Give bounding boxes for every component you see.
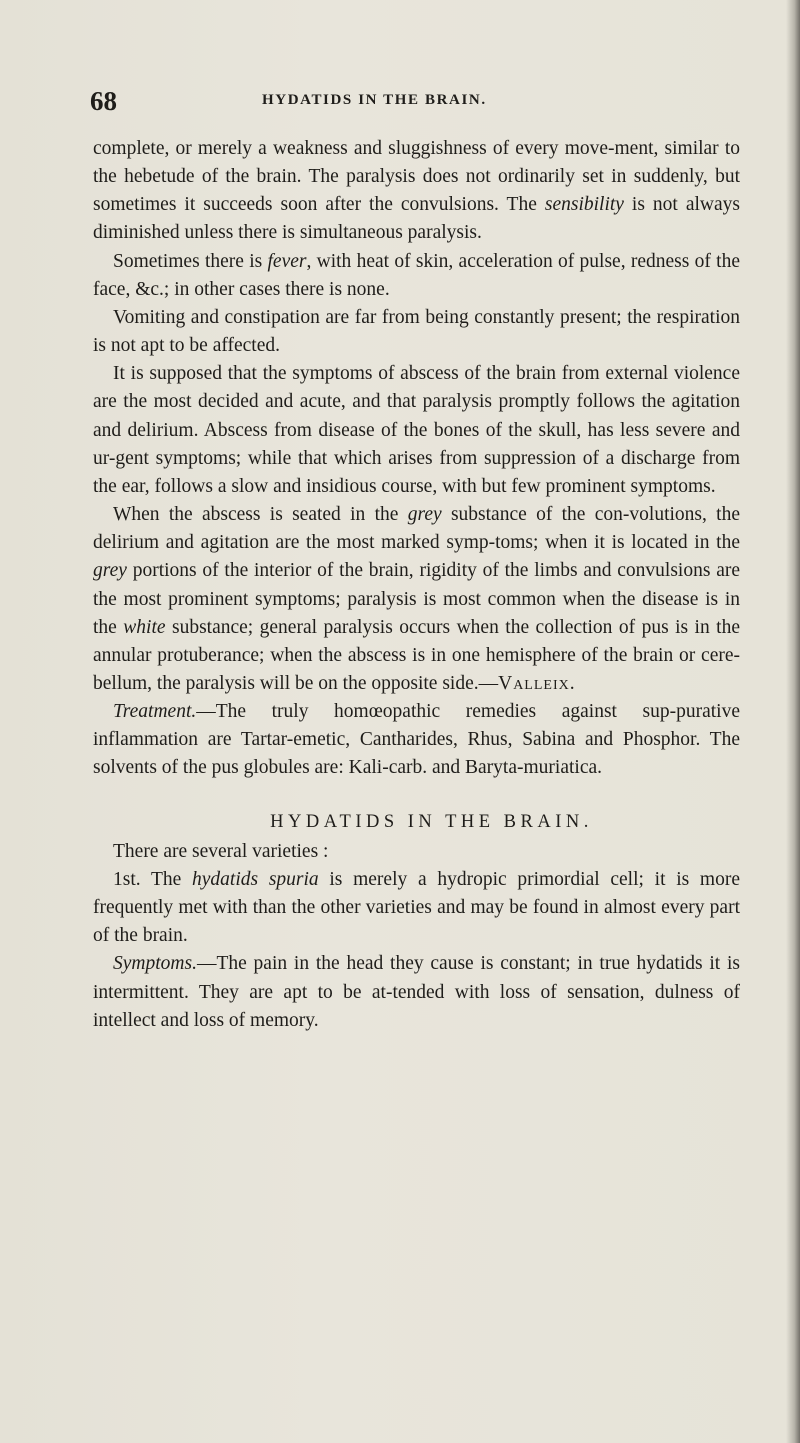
- paragraph: [93, 501, 740, 698]
- italic-term: white: [123, 616, 166, 638]
- italic-term: hydatids spuria: [192, 868, 319, 890]
- paragraph: [93, 866, 740, 950]
- section-title: HYDATIDS IN THE BRAIN.: [270, 811, 593, 832]
- paragraph: Vomiting and constipation are far from being constantly present; the respiration is not apt to be affected.: [93, 306, 740, 357]
- text-run: portions of the interior of the brain, rigidity of the limbs and convulsions are the most prominent symptoms; paralysis is most common when the disease is in the: [93, 560, 740, 638]
- paragraph: [93, 248, 740, 304]
- text-run: —The pain in the head they cause is constant; in true hydatids it is intermittent. They are apt to be at-tended with loss of sensation, dulness of intellect and loss of memory.: [93, 953, 740, 1031]
- text-run: is not always diminished unless there is simultaneous paralysis.: [93, 194, 740, 244]
- text-run: 1st. The: [113, 868, 193, 890]
- text-run: complete, or merely a weakness and sluggishness of every move-ment, similar to the hebetude of the brain. The paralysis does not ordinarily set in suddenly, but sometimes it succeeds soon after the convulsions. The: [93, 138, 740, 216]
- italic-term: grey: [93, 560, 127, 582]
- text-run: Sometimes there is: [113, 250, 268, 272]
- body-text: [93, 135, 740, 1035]
- paragraph: [93, 698, 740, 782]
- text-run: is merely a hydropic primordial cell; it is more frequently met with than the other varieties and may be found in almost every part of the brain.: [93, 868, 740, 947]
- italic-heading: Treatment.: [113, 701, 197, 723]
- page-edge-shadow: [786, 0, 800, 1443]
- italic-term: fever: [267, 250, 307, 272]
- italic-term: sensibility: [544, 194, 624, 216]
- paragraph: [93, 135, 740, 248]
- page-header: [90, 86, 730, 126]
- text-run: substance; general paralysis occurs when the collection of pus is in the annular protuberance; when the abscess is in one hemisphere of the brain or cere-bellum, the paralysis will be on the opposite side.—: [93, 616, 740, 694]
- running-head: HYDATIDS IN THE BRAIN.: [262, 92, 487, 108]
- text-run: When the abscess is seated in the: [113, 504, 408, 526]
- italic-term: grey: [407, 504, 442, 526]
- page-number: 68: [90, 86, 117, 116]
- text-run: , with heat of skin, acceleration of pulse, redness of the face, &c.; in other cases there is none.: [93, 250, 740, 300]
- text-run: substance of the con-volutions, the delirium and agitation are the most marked symp-toms; when it is located in the: [93, 504, 740, 554]
- author-citation: Valleix.: [498, 672, 576, 694]
- paragraph: There are several varieties :: [113, 840, 329, 862]
- paragraph: It is supposed that the symptoms of abscess of the brain from external violence are the most decided and acute, and that paralysis promptly follows the agitation and delirium. Abscess from disease of the bones of the skull, has less severe and ur-gent symptoms; while that which arises from suppression of a discharge from the ear, follows a slow and insidious course, with but few prominent symptoms.: [93, 363, 740, 497]
- paragraph: [93, 950, 740, 1034]
- italic-heading: Symptoms.: [113, 953, 197, 975]
- text-run: —The truly homœopathic remedies against sup-purative inflammation are Tartar-emetic, Cantharides, Rhus, Sabina and Phosphor. The solvents of the pus globules are: Kali-carb. and Baryta-muriatica.: [93, 701, 740, 779]
